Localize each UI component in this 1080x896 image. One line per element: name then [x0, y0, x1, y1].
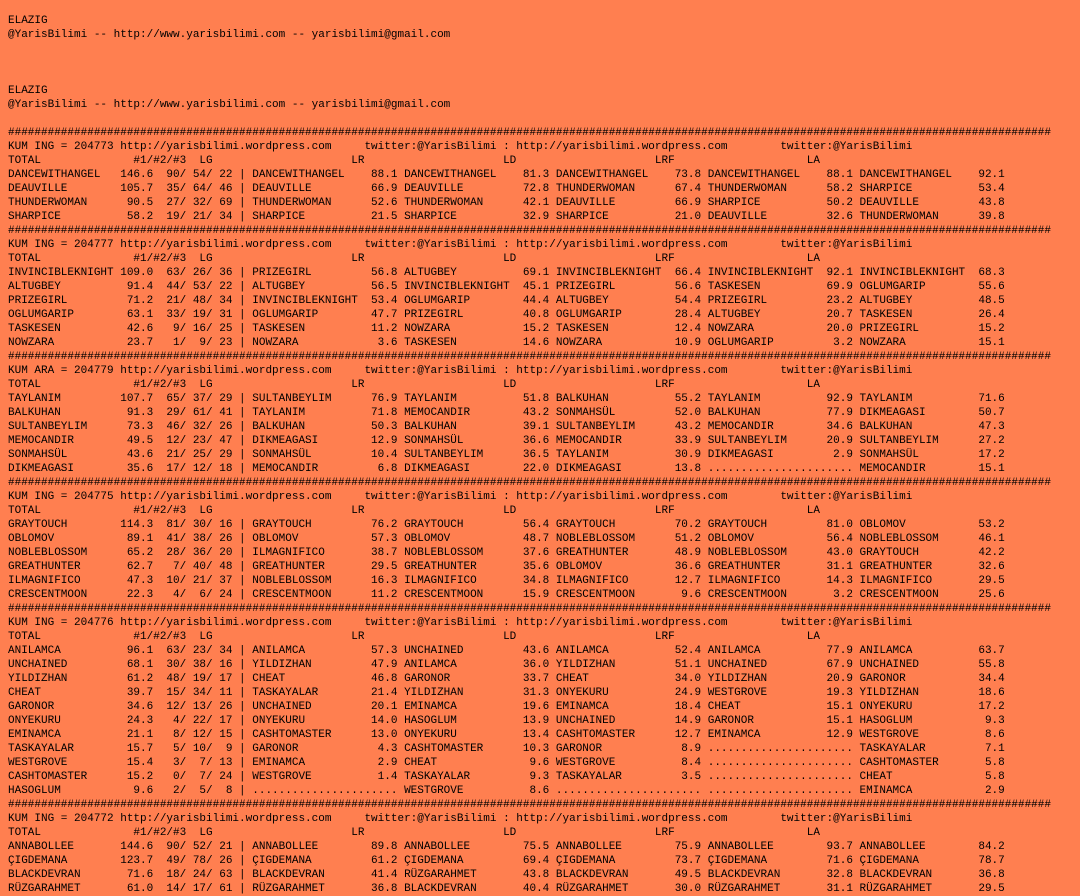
result-row: SHARPICE 58.2 19/ 21/ 34 | SHARPICE 21.5 SHARPICE 32.9 SHARPICE 21.0 DEAUVILLE 32.6 THUNDERWOMAN 39.8 [8, 211, 1005, 223]
result-row: TAYLANIM 107.7 65/ 37/ 29 | SULTANBEYLIM 76.9 TAYLANIM 51.8 BALKUHAN 55.2 TAYLANIM 92.9 TAYLANIM 71.6 [8, 393, 1005, 405]
result-row: ANILAMCA 96.1 63/ 23/ 34 | ANILAMCA 57.3 UNCHAINED 43.6 ANILAMCA 52.4 ANILAMCA 77.9 ANILAMCA 63.7 [8, 645, 1005, 657]
result-row: DEAUVILLE 105.7 35/ 64/ 46 | DEAUVILLE 66.9 DEAUVILLE 72.8 THUNDERWOMAN 67.4 THUNDERWOMAN 58.2 SHARPICE 53.4 [8, 183, 1005, 195]
column-header-line: TOTAL #1/#2/#3 LG LR LD LRF LA [8, 253, 820, 265]
result-row: THUNDERWOMAN 90.5 27/ 32/ 69 | THUNDERWOMAN 52.6 THUNDERWOMAN 42.1 DEAUVILLE 66.9 SHARPICE 50.2 DEAUVILLE 43.8 [8, 197, 1005, 209]
result-row: BALKUHAN 91.3 29/ 61/ 41 | TAYLANIM 71.8 MEMOCANDIR 43.2 SONMAHSÜL 52.0 BALKUHAN 77.9 DIKMEAGASI 50.7 [8, 407, 1005, 419]
column-header-line: TOTAL #1/#2/#3 LG LR LD LRF LA [8, 827, 820, 839]
result-row: ONYEKURU 24.3 4/ 22/ 17 | ONYEKURU 14.0 HASOGLUM 13.9 UNCHAINED 14.9 GARONOR 15.1 HASOGLUM 9.3 [8, 715, 1005, 727]
race-title-line: KUM ING = 204777 http://yarisbilimi.wordpress.com twitter:@YarisBilimi : http://yarisbilimi.wordpress.com twitter:@YarisBilimi [8, 239, 913, 251]
separator-line: ############################################################################################################################################################## [8, 127, 1051, 139]
header-line: @YarisBilimi -- http://www.yarisbilimi.com -- yarisbilimi@gmail.com [8, 29, 451, 41]
result-row: SONMAHSÜL 43.6 21/ 25/ 29 | SONMAHSÜL 10.4 SULTANBEYLIM 36.5 TAYLANIM 30.9 DIKMEAGASI 2.9 SONMAHSÜL 17.2 [8, 449, 1005, 461]
result-row: CASHTOMASTER 15.2 0/ 7/ 24 | WESTGROVE 1.4 TASKAYALAR 9.3 TASKAYALAR 3.5 ...................... CHEAT 5.8 [8, 771, 1005, 783]
result-row: TASKAYALAR 15.7 5/ 10/ 9 | GARONOR 4.3 CASHTOMASTER 10.3 GARONOR 8.9 ...................... TASKAYALAR 7.1 [8, 743, 1005, 755]
result-row: NOWZARA 23.7 1/ 9/ 23 | NOWZARA 3.6 TASKESEN 14.6 NOWZARA 10.9 OGLUMGARIP 3.2 NOWZARA 15.1 [8, 337, 1005, 349]
result-row: SULTANBEYLIM 73.3 46/ 32/ 26 | BALKUHAN 50.3 BALKUHAN 39.1 SULTANBEYLIM 43.2 MEMOCANDIR 34.6 BALKUHAN 47.3 [8, 421, 1005, 433]
race-title-line: KUM ING = 204773 http://yarisbilimi.wordpress.com twitter:@YarisBilimi : http://yarisbilimi.wordpress.com twitter:@YarisBilimi [8, 141, 913, 153]
result-row: NOBLEBLOSSOM 65.2 28/ 36/ 20 | ILMAGNIFICO 38.7 NOBLEBLOSSOM 37.6 GREATHUNTER 48.9 NOBLEBLOSSOM 43.0 GRAYTOUCH 42.2 [8, 547, 1005, 559]
result-row: RÜZGARAHMET 61.0 14/ 17/ 61 | RÜZGARAHMET 36.8 BLACKDEVRAN 40.4 RÜZGARAHMET 30.0 RÜZGARAHMET 31.1 RÜZGARAHMET 29.5 [8, 883, 1005, 895]
result-row: OGLUMGARIP 63.1 33/ 19/ 31 | OGLUMGARIP 47.7 PRIZEGIRL 40.8 OGLUMGARIP 28.4 ALTUGBEY 20.7 TASKESEN 26.4 [8, 309, 1005, 321]
header-line [8, 112, 1080, 126]
result-row: CHEAT 39.7 15/ 34/ 11 | TASKAYALAR 21.4 YILDIZHAN 31.3 ONYEKURU 24.9 WESTGROVE 19.3 YILDIZHAN 18.6 [8, 687, 1005, 699]
column-header-line: TOTAL #1/#2/#3 LG LR LD LRF LA [8, 155, 820, 167]
separator-line: ############################################################################################################################################################## [8, 477, 1051, 489]
header-line [8, 56, 1080, 70]
column-header-line: TOTAL #1/#2/#3 LG LR LD LRF LA [8, 505, 820, 517]
separator-line: ############################################################################################################################################################## [8, 351, 1051, 363]
header-line: @YarisBilimi -- http://www.yarisbilimi.com -- yarisbilimi@gmail.com [8, 99, 451, 111]
result-row: ANNABOLLEE 144.6 90/ 52/ 21 | ANNABOLLEE 89.8 ANNABOLLEE 75.5 ANNABOLLEE 75.9 ANNABOLLEE 93.7 ANNABOLLEE 84.2 [8, 841, 1005, 853]
result-row: GRAYTOUCH 114.3 81/ 30/ 16 | GRAYTOUCH 76.2 GRAYTOUCH 56.4 GRAYTOUCH 70.2 GRAYTOUCH 81.0 OBLOMOV 53.2 [8, 519, 1005, 531]
result-row: DANCEWITHANGEL 146.6 90/ 54/ 22 | DANCEWITHANGEL 88.1 DANCEWITHANGEL 81.3 DANCEWITHANGEL 73.8 DANCEWITHANGEL 88.1 DANCEWITHANGEL 92.1 [8, 169, 1005, 181]
race-title-line: KUM ING = 204772 http://yarisbilimi.wordpress.com twitter:@YarisBilimi : http://yarisbilimi.wordpress.com twitter:@YarisBilimi [8, 813, 913, 825]
result-row: OBLOMOV 89.1 41/ 38/ 26 | OBLOMOV 57.3 OBLOMOV 48.7 NOBLEBLOSSOM 51.2 OBLOMOV 56.4 NOBLEBLOSSOM 46.1 [8, 533, 1005, 545]
header-line [8, 0, 1080, 14]
column-header-line: TOTAL #1/#2/#3 LG LR LD LRF LA [8, 631, 820, 643]
result-row: GREATHUNTER 62.7 7/ 40/ 48 | GREATHUNTER 29.5 GREATHUNTER 35.6 OBLOMOV 36.6 GREATHUNTER 31.1 GREATHUNTER 32.6 [8, 561, 1005, 573]
result-row: CRESCENTMOON 22.3 4/ 6/ 24 | CRESCENTMOON 11.2 CRESCENTMOON 15.9 CRESCENTMOON 9.6 CRESCENTMOON 3.2 CRESCENTMOON 25.6 [8, 589, 1005, 601]
result-row: BLACKDEVRAN 71.6 18/ 24/ 63 | BLACKDEVRAN 41.4 RÜZGARAHMET 43.8 BLACKDEVRAN 49.5 BLACKDEVRAN 32.8 BLACKDEVRAN 36.8 [8, 869, 1005, 881]
column-header-line: TOTAL #1/#2/#3 LG LR LD LRF LA [8, 379, 820, 391]
result-row: ÇIGDEMANA 123.7 49/ 78/ 26 | ÇIGDEMANA 61.2 ÇIGDEMANA 69.4 ÇIGDEMANA 73.7 ÇIGDEMANA 71.6 ÇIGDEMANA 78.7 [8, 855, 1005, 867]
result-row: GARONOR 34.6 12/ 13/ 26 | UNCHAINED 20.1 EMINAMCA 19.6 EMINAMCA 18.4 CHEAT 15.1 ONYEKURU 17.2 [8, 701, 1005, 713]
header-line: ELAZIG [8, 15, 48, 27]
header-line [8, 42, 1080, 56]
header-line: ELAZIG [8, 85, 48, 97]
race-title-line: KUM ARA = 204779 http://yarisbilimi.wordpress.com twitter:@YarisBilimi : http://yarisbilimi.wordpress.com twitter:@YarisBilimi [8, 365, 913, 377]
race-title-line: KUM ING = 204775 http://yarisbilimi.wordpress.com twitter:@YarisBilimi : http://yarisbilimi.wordpress.com twitter:@YarisBilimi [8, 491, 913, 503]
result-row: YILDIZHAN 61.2 48/ 19/ 17 | CHEAT 46.8 GARONOR 33.7 CHEAT 34.0 YILDIZHAN 20.9 GARONOR 34.4 [8, 673, 1005, 685]
result-row: ILMAGNIFICO 47.3 10/ 21/ 37 | NOBLEBLOSSOM 16.3 ILMAGNIFICO 34.8 ILMAGNIFICO 12.7 ILMAGNIFICO 14.3 ILMAGNIFICO 29.5 [8, 575, 1005, 587]
result-row: WESTGROVE 15.4 3/ 7/ 13 | EMINAMCA 2.9 CHEAT 9.6 WESTGROVE 8.4 ...................... CASHTOMASTER 5.8 [8, 757, 1005, 769]
header-line [8, 70, 1080, 84]
result-row: PRIZEGIRL 71.2 21/ 48/ 34 | INVINCIBLEKNIGHT 53.4 OGLUMGARIP 44.4 ALTUGBEY 54.4 PRIZEGIRL 23.2 ALTUGBEY 48.5 [8, 295, 1005, 307]
result-row: DIKMEAGASI 35.6 17/ 12/ 18 | MEMOCANDIR 6.8 DIKMEAGASI 22.0 DIKMEAGASI 13.8 ...................... MEMOCANDIR 15.1 [8, 463, 1005, 475]
result-row: ALTUGBEY 91.4 44/ 53/ 22 | ALTUGBEY 56.5 INVINCIBLEKNIGHT 45.1 PRIZEGIRL 56.6 TASKESEN 69.9 OGLUMGARIP 55.6 [8, 281, 1005, 293]
result-row: UNCHAINED 68.1 30/ 38/ 16 | YILDIZHAN 47.9 ANILAMCA 36.0 YILDIZHAN 51.1 UNCHAINED 67.9 UNCHAINED 55.8 [8, 659, 1005, 671]
result-row: TASKESEN 42.6 9/ 16/ 25 | TASKESEN 11.2 NOWZARA 15.2 TASKESEN 12.4 NOWZARA 20.0 PRIZEGIRL 15.2 [8, 323, 1005, 335]
separator-line: ############################################################################################################################################################## [8, 603, 1051, 615]
race-title-line: KUM ING = 204776 http://yarisbilimi.wordpress.com twitter:@YarisBilimi : http://yarisbilimi.wordpress.com twitter:@YarisBilimi [8, 617, 913, 629]
result-row: HASOGLUM 9.6 2/ 5/ 8 | ...................... WESTGROVE 8.6 ...................... ...................... EMINAMCA 2.9 [8, 785, 1005, 797]
result-row: INVINCIBLEKNIGHT 109.0 63/ 26/ 36 | PRIZEGIRL 56.8 ALTUGBEY 69.1 INVINCIBLEKNIGHT 66.4 INVINCIBLEKNIGHT 92.1 INVINCIBLEKNIGHT 68.3 [8, 267, 1005, 279]
result-row: EMINAMCA 21.1 8/ 12/ 15 | CASHTOMASTER 13.0 ONYEKURU 13.4 CASHTOMASTER 12.7 EMINAMCA 12.9 WESTGROVE 8.6 [8, 729, 1005, 741]
separator-line: ############################################################################################################################################################## [8, 799, 1051, 811]
separator-line: ############################################################################################################################################################## [8, 225, 1051, 237]
result-row: MEMOCANDIR 49.5 12/ 23/ 47 | DIKMEAGASI 12.9 SONMAHSÜL 36.6 MEMOCANDIR 33.9 SULTANBEYLIM 20.9 SULTANBEYLIM 27.2 [8, 435, 1005, 447]
